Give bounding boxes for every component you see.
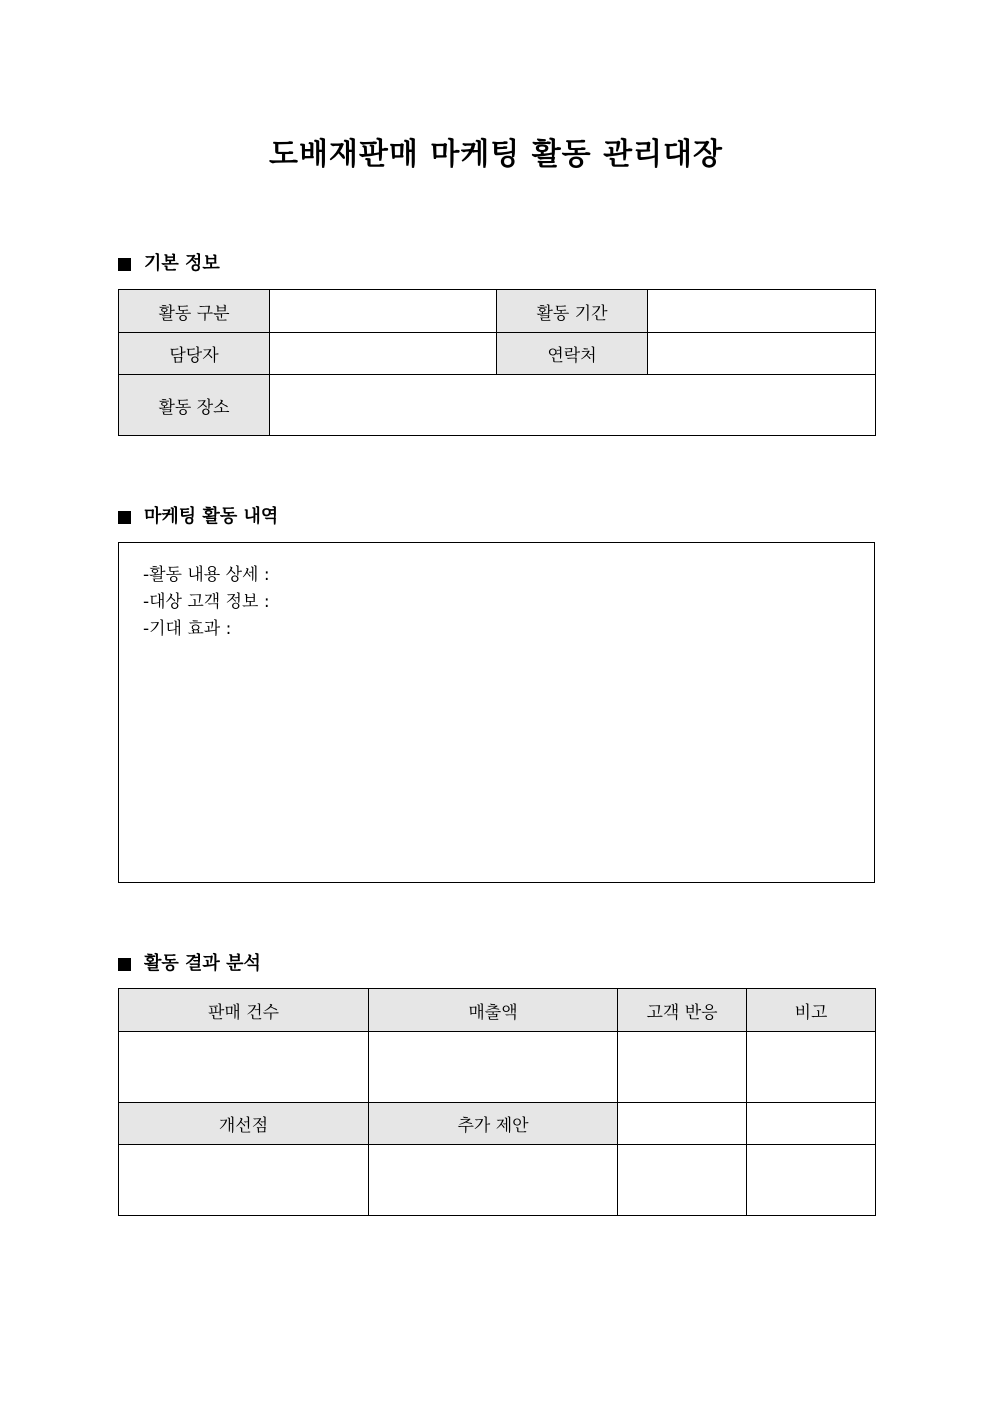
table-row xyxy=(119,989,876,1032)
section-heading-label: 기본 정보 xyxy=(144,253,220,274)
customer-response-header: 고객 반응 xyxy=(618,989,747,1032)
detail-line-activity-content: -활동 내용 상세 : xyxy=(143,565,270,585)
contact-label: 연락처 xyxy=(497,333,648,375)
remarks-header: 비고 xyxy=(747,989,876,1032)
revenue-field[interactable] xyxy=(369,1032,618,1103)
result-analysis-table xyxy=(118,988,876,1216)
basic-info-table xyxy=(118,289,876,436)
marketing-details-box[interactable] xyxy=(118,542,875,883)
page-title: 도배재판매 마케팅 활동 관리대장 xyxy=(268,137,724,172)
empty-cell[interactable] xyxy=(747,1145,876,1216)
section-heading-label: 활동 결과 분석 xyxy=(144,953,261,974)
square-bullet-icon xyxy=(118,258,131,271)
manager-field[interactable] xyxy=(270,333,497,375)
table-row xyxy=(119,290,876,333)
improvement-label: 개선점 xyxy=(119,1103,369,1145)
section-heading-label: 마케팅 활동 내역 xyxy=(144,506,279,527)
section-heading-marketing-details xyxy=(118,504,278,530)
activity-period-field[interactable] xyxy=(648,290,876,333)
empty-cell[interactable] xyxy=(747,1103,876,1145)
proposal-label: 추가 제안 xyxy=(369,1103,618,1145)
activity-period-label: 활동 기간 xyxy=(497,290,648,333)
sales-count-header: 판매 건수 xyxy=(119,989,369,1032)
remarks-field[interactable] xyxy=(747,1032,876,1103)
activity-type-label: 활동 구분 xyxy=(119,290,270,333)
table-row xyxy=(119,1032,876,1103)
detail-line-target-customer: -대상 고객 정보 : xyxy=(143,592,270,612)
proposal-field[interactable] xyxy=(369,1145,618,1216)
table-row xyxy=(119,333,876,375)
improvement-field[interactable] xyxy=(119,1145,369,1216)
square-bullet-icon xyxy=(118,511,131,524)
table-row xyxy=(119,1145,876,1216)
activity-type-field[interactable] xyxy=(270,290,497,333)
table-row xyxy=(119,1103,876,1145)
detail-line-expected-effect: -기대 효과 : xyxy=(143,619,232,639)
section-heading-basic-info xyxy=(118,251,220,277)
manager-label: 담당자 xyxy=(119,333,270,375)
empty-cell[interactable] xyxy=(618,1103,747,1145)
marketing-details-lines xyxy=(143,562,270,643)
section-heading-result-analysis xyxy=(118,951,261,977)
contact-field[interactable] xyxy=(648,333,876,375)
customer-response-field[interactable] xyxy=(618,1032,747,1103)
revenue-header: 매출액 xyxy=(369,989,618,1032)
square-bullet-icon xyxy=(118,958,131,971)
table-row xyxy=(119,375,876,436)
location-field[interactable] xyxy=(270,375,876,436)
sales-count-field[interactable] xyxy=(119,1032,369,1103)
location-label: 활동 장소 xyxy=(119,375,270,436)
empty-cell[interactable] xyxy=(618,1145,747,1216)
